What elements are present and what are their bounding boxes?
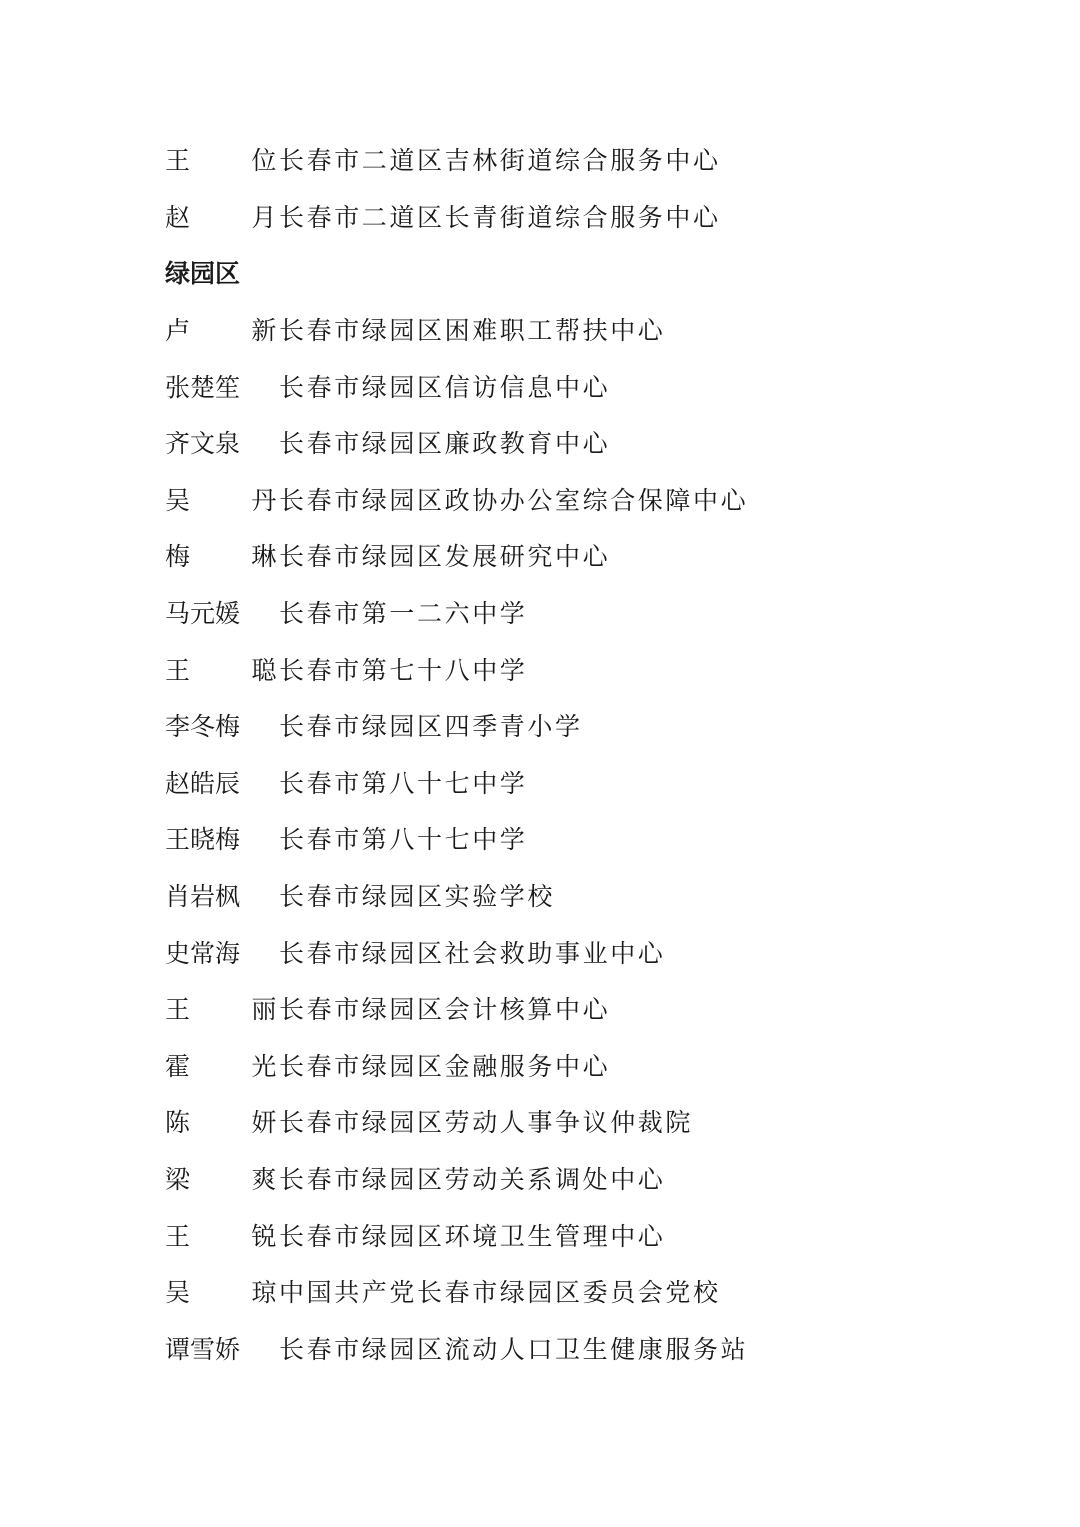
list-item: [165, 810, 965, 867]
person-name: 谭雪娇: [165, 1334, 241, 1364]
person-name: 王 聪: [165, 655, 279, 685]
organization: 长春市绿园区实验学校: [279, 882, 556, 912]
list-item: [165, 1037, 965, 1094]
person-name: 赵 月: [165, 202, 279, 232]
organization: 长春市绿园区困难职工帮扶中心: [279, 316, 666, 346]
list-item: [165, 1319, 965, 1376]
person-name: 卢 新: [165, 316, 279, 346]
organization: 长春市绿园区劳动人事争议仲裁院: [279, 1108, 694, 1138]
list-item: [165, 980, 965, 1037]
organization: 长春市绿园区四季青小学: [279, 712, 583, 742]
person-name: 霍 光: [165, 1051, 279, 1081]
person-name: 吴 丹: [165, 485, 279, 515]
person-name: 马元媛: [165, 599, 241, 629]
name-list: [165, 131, 965, 1376]
list-item: [165, 1263, 965, 1320]
person-name: 史常海: [165, 938, 241, 968]
section-heading: 绿园区: [165, 259, 241, 289]
organization: 长春市绿园区发展研究中心: [279, 542, 611, 572]
person-name: 赵皓辰: [165, 768, 241, 798]
organization: 长春市第一二六中学: [279, 599, 528, 629]
organization: 长春市绿园区流动人口卫生健康服务站: [279, 1334, 749, 1364]
person-name: 王 丽: [165, 995, 279, 1025]
list-item: [165, 1093, 965, 1150]
person-name: 肖岩枫: [165, 882, 241, 912]
list-item: [165, 527, 965, 584]
person-name: 梁 爽: [165, 1164, 279, 1194]
person-name: 王 锐: [165, 1221, 279, 1251]
list-item: [165, 188, 965, 245]
list-item: [165, 923, 965, 980]
organization: 长春市二道区吉林街道综合服务中心: [279, 146, 721, 176]
organization: 长春市第七十八中学: [279, 655, 528, 685]
person-name: 梅 琳: [165, 542, 279, 572]
organization: 长春市绿园区金融服务中心: [279, 1051, 611, 1081]
organization: 长春市绿园区廉政教育中心: [279, 429, 611, 459]
organization: 长春市二道区长青街道综合服务中心: [279, 202, 721, 232]
person-name: 吴 琼: [165, 1278, 279, 1308]
person-name: 王 位: [165, 146, 279, 176]
list-item: [165, 754, 965, 811]
organization: 长春市第八十七中学: [279, 825, 528, 855]
organization: 长春市绿园区社会救助事业中心: [279, 938, 666, 968]
list-item: [165, 697, 965, 754]
organization: 长春市绿园区环境卫生管理中心: [279, 1221, 666, 1251]
list-item: [165, 867, 965, 924]
list-item: [165, 1206, 965, 1263]
list-item: [165, 640, 965, 697]
person-name: 齐文泉: [165, 429, 241, 459]
person-name: 张楚笙: [165, 372, 241, 402]
list-item: [165, 414, 965, 471]
list-item: [165, 131, 965, 188]
person-name: 王晓梅: [165, 825, 241, 855]
person-name: 陈 妍: [165, 1108, 279, 1138]
organization: 长春市第八十七中学: [279, 768, 528, 798]
list-item: [165, 584, 965, 641]
list-item: [165, 357, 965, 414]
organization: 长春市绿园区劳动关系调处中心: [279, 1164, 666, 1194]
person-name: 李冬梅: [165, 712, 241, 742]
organization: 中国共产党长春市绿园区委员会党校: [279, 1278, 721, 1308]
list-item: [165, 471, 965, 528]
list-item: [165, 301, 965, 358]
organization: 长春市绿园区政协办公室综合保障中心: [279, 485, 749, 515]
list-item: [165, 1150, 965, 1207]
organization: 长春市绿园区信访信息中心: [279, 372, 611, 402]
organization: 长春市绿园区会计核算中心: [279, 995, 611, 1025]
